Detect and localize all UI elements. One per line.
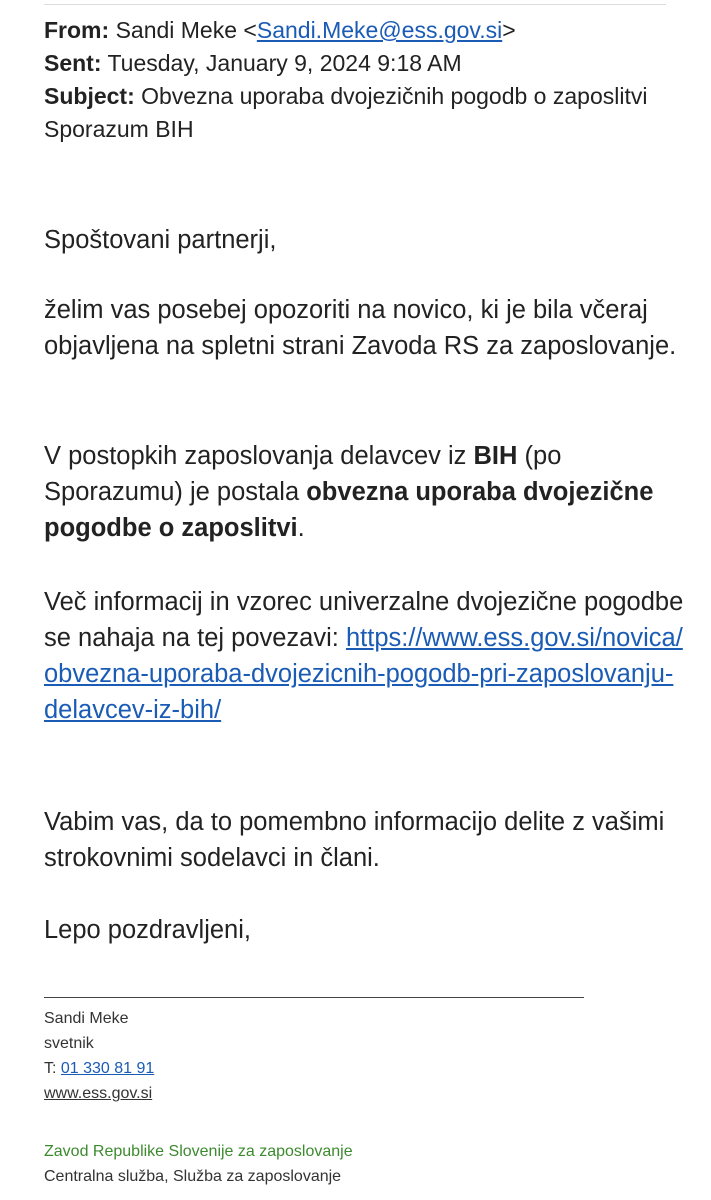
paragraph-2 [44, 438, 684, 546]
p2-text-e: . [297, 514, 305, 542]
paragraph-4: Vabim vas, da to pomembno informacijo delite z vašimi strokovnimi sodelavci in člani. [44, 808, 665, 872]
subject-value: Obvezna uporaba dvojezičnih pogodb o zaposlitvi Sporazum BIH [44, 83, 648, 142]
header-divider [44, 4, 666, 5]
p3-text: Več informacij in vzorec univerzalne dvojezične pogodbe se nahaja na tej povezavi: [44, 588, 684, 652]
subject-line [44, 80, 674, 146]
phone-label: T: [44, 1060, 61, 1077]
subject-label: Subject: [44, 83, 135, 109]
p2-text-a: V postopkih zaposlovanja delavcev iz [44, 442, 474, 470]
p2-text-c: (po Sporazumu) je postala [44, 442, 562, 506]
website-link[interactable]: www.ess.gov.si [44, 1085, 153, 1102]
sent-value: Tuesday, January 9, 2024 9:18 AM [107, 50, 462, 76]
signature-divider [44, 997, 584, 998]
signature-name: Sandi Meke [44, 1010, 129, 1027]
p2-bold-obligation: obvezna uporaba dvojezične pogodbe o zaposlitvi [44, 478, 654, 542]
from-label: From: [44, 17, 110, 43]
paragraph-1: želim vas posebej opozoriti na novico, ki je bila včeraj objavljena na spletni strani Zavoda RS za zaposlovanje. [44, 296, 677, 360]
signature-unit: Centralna služba, Služba za zaposlovanje [44, 1168, 342, 1185]
news-article-link[interactable]: https://www.ess.gov.si/novica/obvezna-uporaba-dvojezicnih-pogodb-pri-zaposlovanju-delavcev-iz-bih/ [44, 624, 683, 724]
sent-label: Sent: [44, 50, 102, 76]
p2-bold-bih: BIH [473, 442, 518, 470]
sent-line [44, 47, 674, 80]
phone-link[interactable]: 01 330 81 91 [60, 1060, 155, 1077]
from-line: From: Sandi Meke <Sandi.Meke@ess.gov.si> [44, 17, 516, 43]
paragraph-3 [44, 584, 684, 728]
signature-org: Zavod Republike Slovenije za zaposlovanje [44, 1143, 353, 1160]
from-email-link[interactable]: Sandi.Meke@ess.gov.si [256, 17, 503, 43]
closing: Lepo pozdravljeni, [44, 916, 251, 944]
from-name: Sandi Meke [115, 17, 238, 43]
signature-phone-line [44, 1056, 154, 1081]
greeting: Spoštovani partnerji, [44, 226, 277, 254]
email-header [44, 14, 674, 146]
signature-website-line [44, 1081, 152, 1106]
signature-title: svetnik [44, 1035, 94, 1052]
